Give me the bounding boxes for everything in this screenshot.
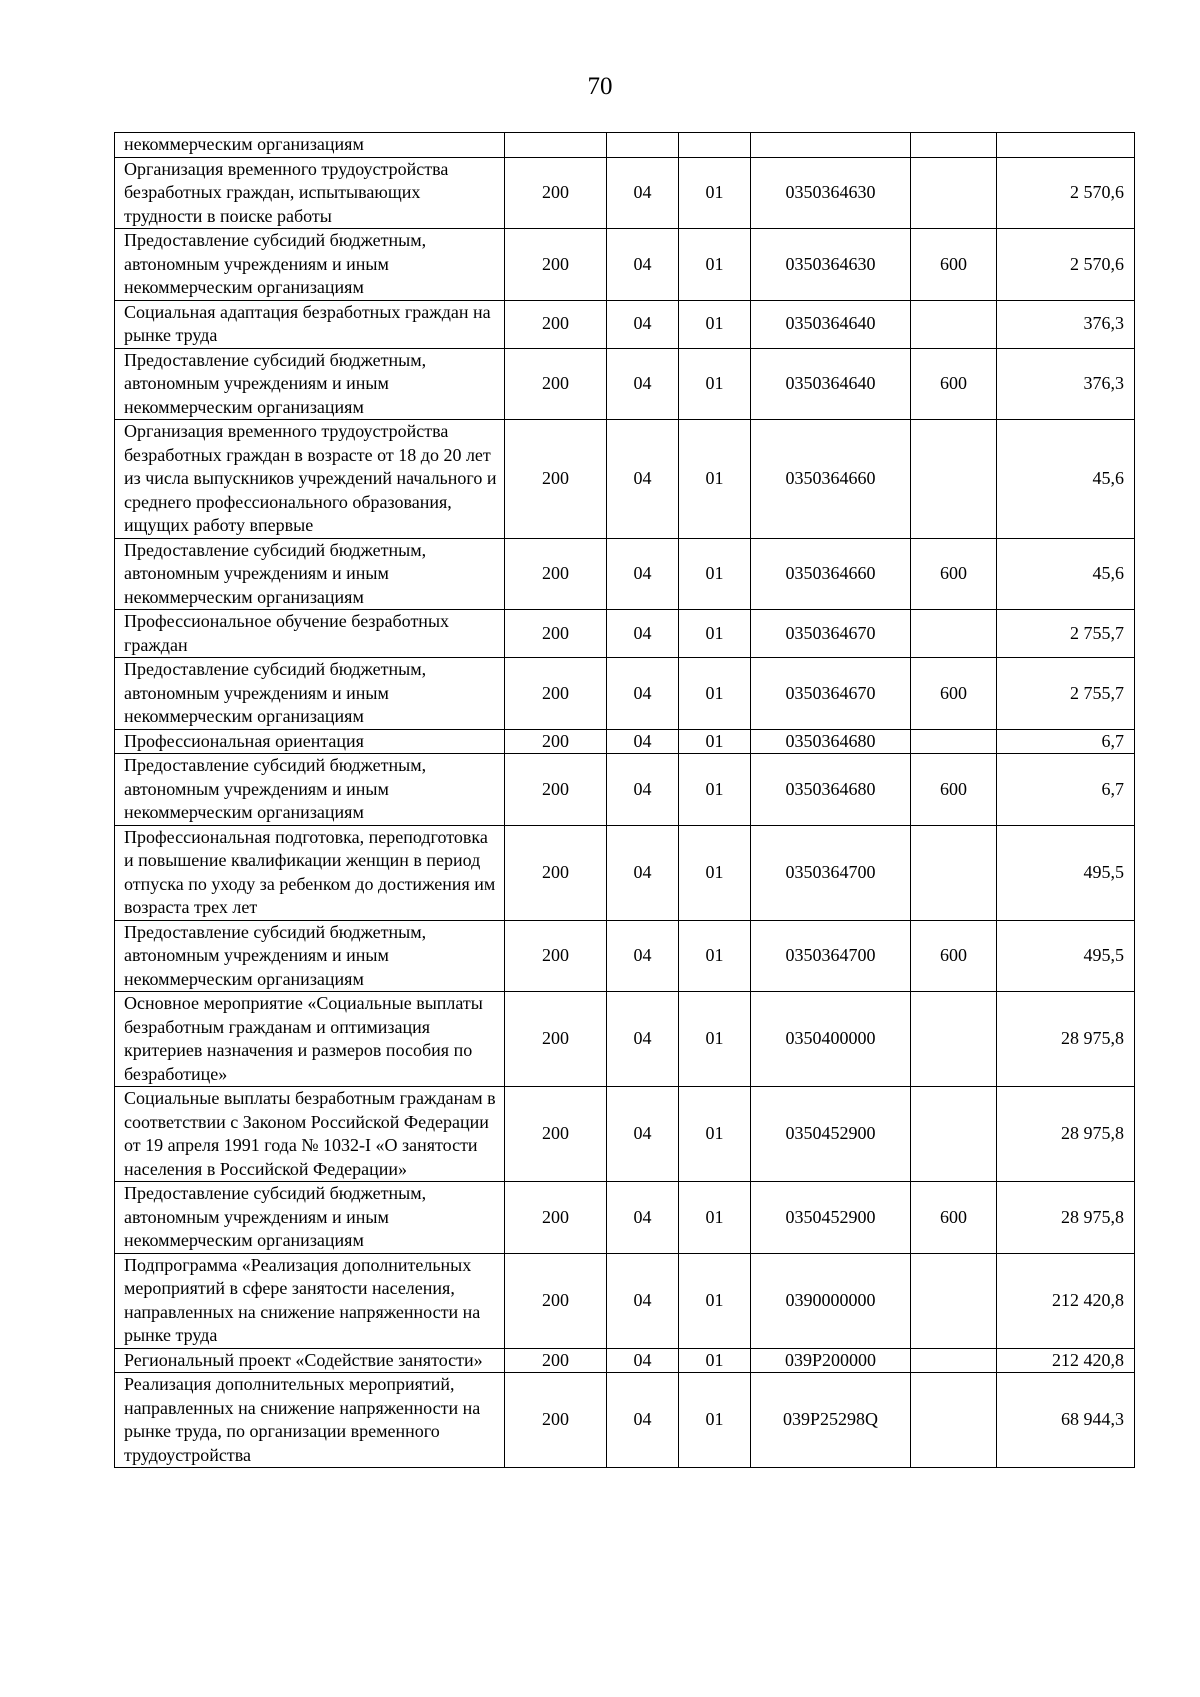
target-article-cell: 0350364640 <box>751 348 911 420</box>
table-row <box>115 300 1135 348</box>
expense-kind-cell <box>911 825 997 920</box>
expense-kind-cell: 600 <box>911 1182 997 1254</box>
budget-table <box>114 132 1135 1468</box>
amount-cell: 45,6 <box>997 538 1135 610</box>
section-code-cell: 04 <box>607 658 679 730</box>
target-article-cell: 0350400000 <box>751 992 911 1087</box>
expense-kind-cell <box>911 420 997 539</box>
subsection-code-cell: 01 <box>679 825 751 920</box>
subsection-code-cell: 01 <box>679 658 751 730</box>
target-article-cell: 0350364670 <box>751 658 911 730</box>
section-code-cell: 04 <box>607 229 679 301</box>
section-code-cell: 04 <box>607 1373 679 1468</box>
admin-code-cell: 200 <box>505 1253 607 1348</box>
subsection-code-cell: 01 <box>679 1373 751 1468</box>
admin-code-cell: 200 <box>505 348 607 420</box>
expense-kind-cell <box>911 610 997 658</box>
admin-code-cell: 200 <box>505 1373 607 1468</box>
target-article-cell: 0350364700 <box>751 920 911 992</box>
amount-cell: 28 975,8 <box>997 1182 1135 1254</box>
amount-cell: 495,5 <box>997 825 1135 920</box>
amount-cell: 495,5 <box>997 920 1135 992</box>
subsection-code-cell: 01 <box>679 992 751 1087</box>
table-row <box>115 229 1135 301</box>
target-article-cell: 0350364680 <box>751 754 911 826</box>
subsection-code-cell: 01 <box>679 754 751 826</box>
row-name-cell: Предоставление субсидий бюджетным, автономным учреждениям и иным некоммерческим организациям <box>115 229 505 301</box>
target-article-cell: 039P200000 <box>751 1348 911 1373</box>
row-name-cell: Социальные выплаты безработным гражданам в соответствии с Законом Российской Федерации от 19 апреля 1991 года № 1032-I «О занятости населения в Российской Федерации» <box>115 1087 505 1182</box>
row-name-cell: Организация временного трудоустройства безработных граждан, испытывающих трудности в поиске работы <box>115 157 505 229</box>
subsection-code-cell <box>679 133 751 158</box>
subsection-code-cell: 01 <box>679 1253 751 1348</box>
amount-cell: 212 420,8 <box>997 1253 1135 1348</box>
subsection-code-cell: 01 <box>679 420 751 539</box>
section-code-cell: 04 <box>607 420 679 539</box>
amount-cell: 212 420,8 <box>997 1348 1135 1373</box>
admin-code-cell: 200 <box>505 754 607 826</box>
target-article-cell: 0350364660 <box>751 420 911 539</box>
section-code-cell: 04 <box>607 300 679 348</box>
admin-code-cell: 200 <box>505 992 607 1087</box>
target-article-cell: 0350364670 <box>751 610 911 658</box>
row-name-cell: Предоставление субсидий бюджетным, автономным учреждениям и иным некоммерческим организациям <box>115 348 505 420</box>
admin-code-cell: 200 <box>505 658 607 730</box>
row-name-cell: некоммерческим организациям <box>115 133 505 158</box>
amount-cell: 2 755,7 <box>997 658 1135 730</box>
expense-kind-cell <box>911 729 997 754</box>
row-name-cell: Подпрограмма «Реализация дополнительных мероприятий в сфере занятости населения, направленных на снижение напряженности на рынке труда <box>115 1253 505 1348</box>
row-name-cell: Социальная адаптация безработных граждан на рынке труда <box>115 300 505 348</box>
subsection-code-cell: 01 <box>679 1087 751 1182</box>
section-code-cell: 04 <box>607 1348 679 1373</box>
amount-cell: 6,7 <box>997 754 1135 826</box>
target-article-cell: 0350364680 <box>751 729 911 754</box>
admin-code-cell: 200 <box>505 1182 607 1254</box>
admin-code-cell: 200 <box>505 420 607 539</box>
admin-code-cell: 200 <box>505 729 607 754</box>
table-row <box>115 729 1135 754</box>
table-row <box>115 133 1135 158</box>
table-row <box>115 1253 1135 1348</box>
expense-kind-cell <box>911 300 997 348</box>
table-row <box>115 1348 1135 1373</box>
amount-cell: 28 975,8 <box>997 1087 1135 1182</box>
amount-cell: 6,7 <box>997 729 1135 754</box>
page-number: 70 <box>587 73 613 100</box>
row-name-cell: Предоставление субсидий бюджетным, автономным учреждениям и иным некоммерческим организациям <box>115 658 505 730</box>
expense-kind-cell <box>911 992 997 1087</box>
section-code-cell: 04 <box>607 1253 679 1348</box>
section-code-cell <box>607 133 679 158</box>
subsection-code-cell: 01 <box>679 300 751 348</box>
row-name-cell: Основное мероприятие «Социальные выплаты безработным гражданам и оптимизация критериев назначения и размеров пособия по безработице» <box>115 992 505 1087</box>
table-row <box>115 992 1135 1087</box>
admin-code-cell: 200 <box>505 157 607 229</box>
amount-cell: 2 755,7 <box>997 610 1135 658</box>
table-row <box>115 157 1135 229</box>
admin-code-cell: 200 <box>505 229 607 301</box>
table-row <box>115 920 1135 992</box>
subsection-code-cell: 01 <box>679 157 751 229</box>
expense-kind-cell <box>911 1087 997 1182</box>
row-name-cell: Профессиональная подготовка, переподготовка и повышение квалификации женщин в период отпуска по уходу за ребенком до достижения им возраста трех лет <box>115 825 505 920</box>
amount-cell: 28 975,8 <box>997 992 1135 1087</box>
target-article-cell: 0350364630 <box>751 229 911 301</box>
admin-code-cell: 200 <box>505 1348 607 1373</box>
section-code-cell: 04 <box>607 348 679 420</box>
expense-kind-cell: 600 <box>911 348 997 420</box>
amount-cell: 376,3 <box>997 300 1135 348</box>
section-code-cell: 04 <box>607 920 679 992</box>
subsection-code-cell: 01 <box>679 1182 751 1254</box>
row-name-cell: Региональный проект «Содействие занятости» <box>115 1348 505 1373</box>
target-article-cell: 039P25298Q <box>751 1373 911 1468</box>
row-name-cell: Профессиональное обучение безработных граждан <box>115 610 505 658</box>
expense-kind-cell: 600 <box>911 538 997 610</box>
section-code-cell: 04 <box>607 1182 679 1254</box>
row-name-cell: Предоставление субсидий бюджетным, автономным учреждениям и иным некоммерческим организациям <box>115 1182 505 1254</box>
row-name-cell: Предоставление субсидий бюджетным, автономным учреждениям и иным некоммерческим организациям <box>115 754 505 826</box>
amount-cell: 376,3 <box>997 348 1135 420</box>
expense-kind-cell: 600 <box>911 658 997 730</box>
amount-cell <box>997 133 1135 158</box>
row-name-cell: Реализация дополнительных мероприятий, направленных на снижение напряженности на рынке труда, по организации временного трудоустройства <box>115 1373 505 1468</box>
target-article-cell: 0350364660 <box>751 538 911 610</box>
table-row <box>115 658 1135 730</box>
section-code-cell: 04 <box>607 825 679 920</box>
section-code-cell: 04 <box>607 729 679 754</box>
expense-kind-cell <box>911 157 997 229</box>
admin-code-cell: 200 <box>505 538 607 610</box>
section-code-cell: 04 <box>607 610 679 658</box>
table-row <box>115 610 1135 658</box>
expense-kind-cell: 600 <box>911 920 997 992</box>
table-body <box>115 133 1135 1468</box>
subsection-code-cell: 01 <box>679 610 751 658</box>
amount-cell: 45,6 <box>997 420 1135 539</box>
table-row <box>115 538 1135 610</box>
target-article-cell: 0350364640 <box>751 300 911 348</box>
table-row <box>115 1087 1135 1182</box>
section-code-cell: 04 <box>607 992 679 1087</box>
expense-kind-cell <box>911 1348 997 1373</box>
table-row <box>115 825 1135 920</box>
amount-cell: 68 944,3 <box>997 1373 1135 1468</box>
section-code-cell: 04 <box>607 157 679 229</box>
table-row <box>115 1182 1135 1254</box>
table-row <box>115 348 1135 420</box>
section-code-cell: 04 <box>607 754 679 826</box>
subsection-code-cell: 01 <box>679 729 751 754</box>
target-article-cell: 0350452900 <box>751 1087 911 1182</box>
target-article-cell <box>751 133 911 158</box>
expense-kind-cell <box>911 1253 997 1348</box>
admin-code-cell: 200 <box>505 825 607 920</box>
target-article-cell: 0350364630 <box>751 157 911 229</box>
table-row <box>115 1373 1135 1468</box>
row-name-cell: Предоставление субсидий бюджетным, автономным учреждениям и иным некоммерческим организациям <box>115 538 505 610</box>
target-article-cell: 0350364700 <box>751 825 911 920</box>
expense-kind-cell <box>911 133 997 158</box>
amount-cell: 2 570,6 <box>997 157 1135 229</box>
expense-kind-cell: 600 <box>911 754 997 826</box>
admin-code-cell: 200 <box>505 1087 607 1182</box>
subsection-code-cell: 01 <box>679 229 751 301</box>
subsection-code-cell: 01 <box>679 538 751 610</box>
row-name-cell: Профессиональная ориентация <box>115 729 505 754</box>
section-code-cell: 04 <box>607 1087 679 1182</box>
subsection-code-cell: 01 <box>679 920 751 992</box>
subsection-code-cell: 01 <box>679 348 751 420</box>
row-name-cell: Организация временного трудоустройства безработных граждан в возрасте от 18 до 20 лет из числа выпускников учреждений начального и среднего профессионального образования, ищущих работу впервые <box>115 420 505 539</box>
expense-kind-cell <box>911 1373 997 1468</box>
amount-cell: 2 570,6 <box>997 229 1135 301</box>
admin-code-cell: 200 <box>505 610 607 658</box>
admin-code-cell <box>505 133 607 158</box>
table-row <box>115 754 1135 826</box>
subsection-code-cell: 01 <box>679 1348 751 1373</box>
target-article-cell: 0390000000 <box>751 1253 911 1348</box>
admin-code-cell: 200 <box>505 300 607 348</box>
expense-kind-cell: 600 <box>911 229 997 301</box>
target-article-cell: 0350452900 <box>751 1182 911 1254</box>
admin-code-cell: 200 <box>505 920 607 992</box>
section-code-cell: 04 <box>607 538 679 610</box>
row-name-cell: Предоставление субсидий бюджетным, автономным учреждениям и иным некоммерческим организациям <box>115 920 505 992</box>
table-row <box>115 420 1135 539</box>
